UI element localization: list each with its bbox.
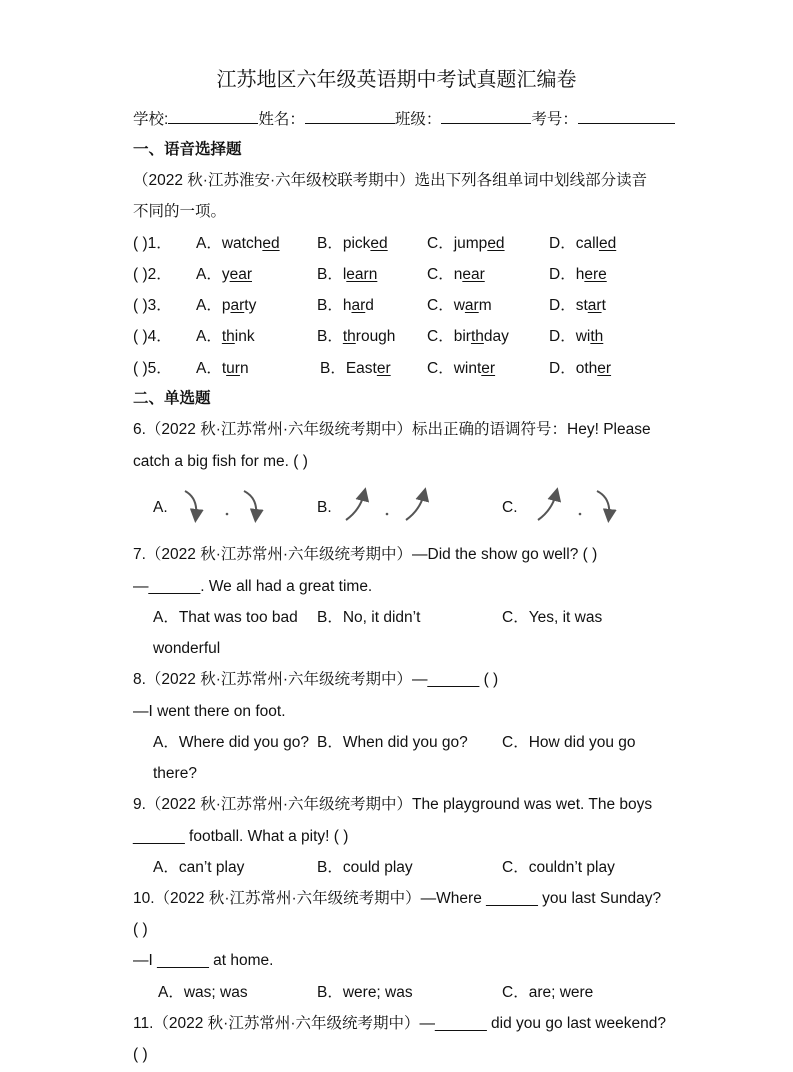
phonics-option[interactable] xyxy=(196,234,280,254)
name-blank[interactable] xyxy=(305,108,395,124)
q9-stem-cont: ______ football. What a pity! ( ) xyxy=(133,828,349,845)
phonics-option[interactable] xyxy=(427,359,495,379)
exam-no-blank[interactable] xyxy=(578,108,675,124)
word-part: day xyxy=(483,328,509,345)
section2-heading: 二、单选题 xyxy=(133,390,211,407)
word-part: h xyxy=(575,266,585,283)
word-part: rough xyxy=(355,328,396,345)
option-letter: C． xyxy=(427,360,454,377)
q8-stem-cont: —I went there on foot. xyxy=(133,703,286,720)
word-part: call xyxy=(575,235,599,252)
exam-no-label: 考号： xyxy=(531,111,578,128)
underlined-letters: ed xyxy=(487,235,505,252)
underlined-letters: ed xyxy=(598,235,617,252)
underlined-letters: earn xyxy=(346,266,378,283)
phonics-option[interactable] xyxy=(196,327,255,347)
q8-option-c-cont: there? xyxy=(153,765,197,782)
question-number: ( )4． xyxy=(133,328,172,345)
phonics-option[interactable] xyxy=(549,359,611,379)
word-part: h xyxy=(342,297,352,314)
q7-stem-cont: —______. We all had a great time. xyxy=(133,578,373,595)
phonics-option[interactable] xyxy=(427,234,505,254)
option-letter: C． xyxy=(427,266,454,283)
q7-stem: 7.（2022 秋·江苏常州·六年级统考期中）—Did the show go well? ( ) xyxy=(133,546,598,563)
option-letter: A． xyxy=(196,266,222,283)
q11-answer-bracket: ( ) xyxy=(133,1046,148,1063)
word-part: t xyxy=(601,297,606,314)
class-label: 班级： xyxy=(394,111,442,128)
underlined-letters: ar xyxy=(587,297,602,314)
student-info-line xyxy=(133,108,675,130)
phonics-option[interactable] xyxy=(317,234,388,254)
section1-heading: 一、语音选择题 xyxy=(133,141,242,158)
separator-dot xyxy=(226,513,229,516)
phonics-question-row xyxy=(133,296,172,316)
phonics-option[interactable] xyxy=(427,265,485,285)
falling-arrow-icon xyxy=(597,491,609,516)
word-part: d xyxy=(365,297,374,314)
option-letter: B． xyxy=(317,266,343,283)
phonics-option[interactable] xyxy=(549,234,616,254)
page-title: 江苏地区六年级英语期中考试真题汇编卷 xyxy=(216,69,577,91)
option-letter: A． xyxy=(196,328,222,345)
q10-option-c[interactable]: C．are; were xyxy=(502,984,594,1001)
word-part: t xyxy=(221,360,227,377)
falling-arrow-icon xyxy=(244,491,256,516)
underlined-letters: th xyxy=(342,328,356,345)
option-letter: D． xyxy=(549,328,576,345)
word-part: wi xyxy=(575,328,591,345)
word-part: m xyxy=(478,297,492,314)
q10-stem-cont: —I ______ at home. xyxy=(133,952,274,969)
phonics-option[interactable] xyxy=(549,296,606,316)
word-part: ty xyxy=(244,297,257,314)
underlined-letters: ur xyxy=(226,360,240,377)
phonics-option[interactable] xyxy=(427,296,492,316)
word-part: East xyxy=(345,360,377,377)
underlined-letters: th xyxy=(590,328,604,345)
option-letter: C． xyxy=(427,235,454,252)
phonics-question-row xyxy=(133,265,172,285)
q7-option-b[interactable]: B．No, it didn’t xyxy=(317,609,421,626)
word-part: watch xyxy=(221,235,263,252)
class-blank[interactable] xyxy=(441,108,531,124)
q8-option-a[interactable]: A．Where did you go? xyxy=(153,734,309,751)
question-number: ( )2． xyxy=(133,266,172,283)
q6-stem-cont: catch a big fish for me. ( ) xyxy=(133,453,308,470)
phonics-option[interactable] xyxy=(196,265,252,285)
rising-arrow-icon xyxy=(538,494,556,520)
phonics-question-row xyxy=(133,327,172,347)
option-letter: B． xyxy=(317,235,343,252)
underlined-letters: ear xyxy=(229,266,252,283)
q6-option-c-label[interactable]: C. xyxy=(502,499,518,516)
underlined-letters: ar xyxy=(230,297,245,314)
underlined-letters: th xyxy=(221,328,235,345)
option-letter: A． xyxy=(196,235,222,252)
option-letter: D． xyxy=(549,360,576,377)
word-part: w xyxy=(453,297,465,314)
underlined-letters: ed xyxy=(262,235,280,252)
underlined-letters: er xyxy=(481,360,496,377)
underlined-letters: ear xyxy=(462,266,485,283)
phonics-option[interactable] xyxy=(317,327,395,347)
phonics-question-row xyxy=(133,359,172,379)
section1-intro-cont: 不同的一项。 xyxy=(133,203,227,220)
phonics-option[interactable] xyxy=(196,359,249,379)
underlined-letters: er xyxy=(597,360,612,377)
q10-stem: 10.（2022 秋·江苏常州·六年级统考期中）—Where ______ you last Sunday? xyxy=(133,890,662,907)
word-part: st xyxy=(575,297,588,314)
word-part: ink xyxy=(234,328,255,345)
option-letter: B． xyxy=(320,360,346,377)
q9-stem: 9.（2022 秋·江苏常州·六年级统考期中）The playground was wet. The boys xyxy=(133,796,653,813)
question-number: ( )5． xyxy=(133,360,172,377)
q8-option-b[interactable]: B．When did you go? xyxy=(317,734,468,751)
word-part: n xyxy=(239,360,249,377)
word-part: n xyxy=(453,266,463,283)
question-number: ( )1． xyxy=(133,235,172,252)
phonics-option[interactable] xyxy=(317,265,377,285)
q7-option-c-cont: wonderful xyxy=(153,640,221,657)
option-letter: D． xyxy=(549,235,576,252)
option-letter: D． xyxy=(549,297,576,314)
word-part: bir xyxy=(453,328,471,345)
section1-intro: （2022 秋·江苏淮安·六年级校联考期中）选出下列各组单词中划线部分读音 xyxy=(133,172,648,189)
phonics-option[interactable] xyxy=(549,265,607,285)
rising-arrow-icon xyxy=(406,494,424,520)
q7-option-c[interactable]: C．Yes, it was xyxy=(502,609,603,626)
q9-option-a[interactable]: A．can’t play xyxy=(153,859,245,876)
phonics-option[interactable] xyxy=(549,327,603,347)
word-part: jump xyxy=(453,235,488,252)
underlined-letters: ar xyxy=(464,297,479,314)
phonics-option[interactable] xyxy=(427,327,509,347)
option-letter: B． xyxy=(317,328,343,345)
separator-dot xyxy=(386,513,389,516)
rising-arrow-icon xyxy=(346,494,364,520)
school-label: 学校: xyxy=(133,111,169,128)
school-blank[interactable] xyxy=(168,108,258,124)
q8-option-c[interactable]: C．How did you go xyxy=(502,734,636,751)
phonics-option[interactable] xyxy=(320,359,391,379)
q10-option-a[interactable]: A．was; was xyxy=(158,984,248,1001)
q9-option-b[interactable]: B．could play xyxy=(317,859,413,876)
option-letter: D． xyxy=(549,266,576,283)
name-label: 姓名： xyxy=(258,111,305,128)
phonics-option[interactable] xyxy=(196,296,256,316)
option-letter: C． xyxy=(427,328,454,345)
separator-dot xyxy=(579,513,582,516)
underlined-letters: ed xyxy=(370,235,388,252)
word-part: pick xyxy=(342,235,371,252)
q6-option-a-label[interactable]: A. xyxy=(153,499,168,516)
word-part: y xyxy=(221,266,230,283)
falling-arrow-icon xyxy=(185,491,196,516)
option-letter: A． xyxy=(196,360,222,377)
q7-option-a[interactable]: A．That was too bad xyxy=(153,609,298,626)
word-part: oth xyxy=(575,360,598,377)
option-letter: A． xyxy=(196,297,222,314)
underlined-letters: er xyxy=(376,360,391,377)
q6-stem: 6.（2022 秋·江苏常州·六年级统考期中）标出正确的语调符号：Hey! Please xyxy=(133,421,651,438)
option-letter: C． xyxy=(427,297,454,314)
q11-stem: 11.（2022 秋·江苏常州·六年级统考期中）—______ did you go last weekend? xyxy=(133,1015,666,1032)
q6-option-b-label[interactable]: B. xyxy=(317,499,332,516)
question-number: ( )3． xyxy=(133,297,172,314)
option-letter: B． xyxy=(317,297,343,314)
q8-stem: 8.（2022 秋·江苏常州·六年级统考期中）—______ ( ) xyxy=(133,671,499,688)
q9-option-c[interactable]: C．couldn’t play xyxy=(502,859,615,876)
word-part: wint xyxy=(453,360,482,377)
word-part: l xyxy=(342,266,347,283)
phonics-option[interactable] xyxy=(317,296,374,316)
underlined-letters: th xyxy=(470,328,484,345)
q10-option-b[interactable]: B．were; was xyxy=(317,984,413,1001)
underlined-letters: ere xyxy=(584,266,607,283)
word-part: p xyxy=(221,297,231,314)
intonation-arrows xyxy=(180,484,620,529)
underlined-letters: ar xyxy=(351,297,366,314)
q10-answer-bracket: ( ) xyxy=(133,921,148,938)
phonics-question-row xyxy=(133,234,172,254)
